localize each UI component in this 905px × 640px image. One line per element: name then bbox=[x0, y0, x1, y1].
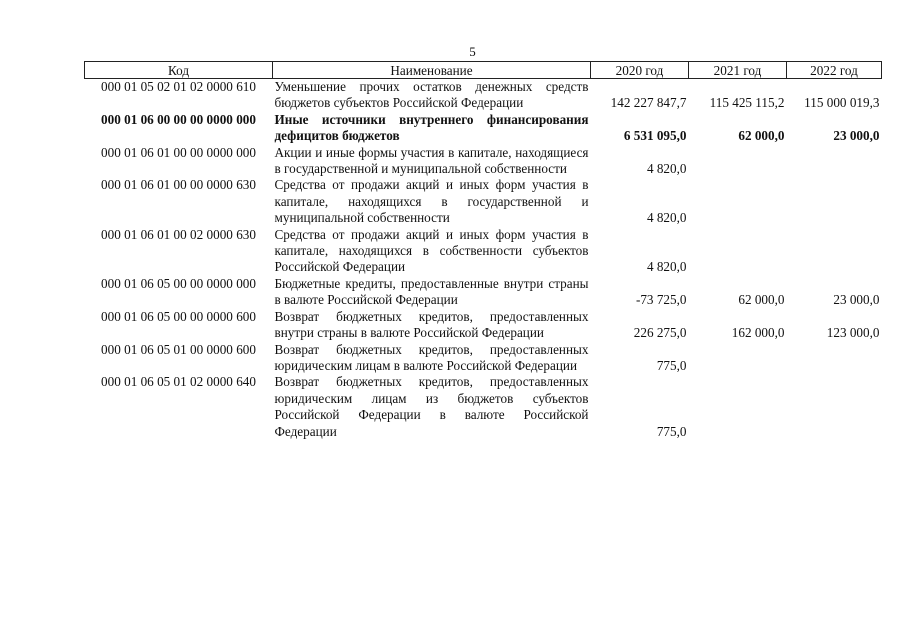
row-name: Уменьшение прочих остатков денежных средств бюджетов субъектов Российской Федерации bbox=[274, 79, 589, 111]
row-value-2021 bbox=[689, 145, 787, 178]
table-row bbox=[85, 112, 882, 145]
row-value-2020: -73 725,0 bbox=[635, 292, 687, 308]
table-row bbox=[85, 79, 882, 112]
row-code: 000 01 06 01 00 02 0000 630 bbox=[101, 226, 256, 242]
table-row bbox=[85, 276, 882, 309]
row-value-2022: 23 000,0 bbox=[833, 128, 880, 144]
row-value-2021 bbox=[689, 342, 787, 375]
row-name: Возврат бюджетных кредитов, предоставленных внутри страны в валюте Российской Федерации bbox=[274, 308, 589, 341]
table-row bbox=[85, 309, 882, 342]
row-value-2020: 226 275,0 bbox=[633, 325, 687, 341]
row-value-2021 bbox=[689, 177, 787, 226]
row-code: 000 01 06 01 00 00 0000 000 bbox=[101, 144, 256, 160]
row-value-2020: 775,0 bbox=[656, 423, 687, 439]
column-header-2020: 2020 год bbox=[591, 62, 689, 79]
row-code: 000 01 06 05 00 00 0000 000 bbox=[101, 275, 256, 291]
row-name: Возврат бюджетных кредитов, предоставленных юридическим лицам из бюджетов субъектов Российской Федерации в валюте Российской Федерации bbox=[274, 374, 589, 439]
row-value-2021: 115 425 115,2 bbox=[709, 95, 785, 111]
row-code: 000 01 06 00 00 00 0000 000 bbox=[101, 111, 256, 127]
row-value-2022: 23 000,0 bbox=[833, 292, 880, 308]
budget-sources-table bbox=[84, 61, 882, 440]
row-name: Бюджетные кредиты, предоставленные внутри страны в валюте Российской Федерации bbox=[274, 275, 589, 308]
row-code: 000 01 06 05 01 00 0000 600 bbox=[101, 341, 256, 357]
column-header-2022: 2022 год bbox=[787, 62, 882, 79]
table-row bbox=[85, 374, 882, 440]
page-number: 5 bbox=[469, 44, 476, 59]
row-value-2020: 4 820,0 bbox=[646, 210, 687, 226]
row-value-2022 bbox=[787, 342, 882, 375]
row-value-2021: 162 000,0 bbox=[731, 325, 785, 341]
row-value-2020: 4 820,0 bbox=[646, 161, 687, 177]
row-name: Средства от продажи акций и иных форм участия в капитале, находящихся в государственной и муниципальной собственности bbox=[274, 177, 589, 226]
column-header-2021: 2021 год bbox=[689, 62, 787, 79]
row-value-2022: 123 000,0 bbox=[826, 325, 880, 341]
row-code: 000 01 06 05 01 02 0000 640 bbox=[101, 374, 256, 390]
table-row bbox=[85, 145, 882, 178]
row-value-2022 bbox=[787, 374, 882, 440]
row-value-2022 bbox=[787, 145, 882, 178]
row-value-2022 bbox=[787, 227, 882, 276]
row-name: Средства от продажи акций и иных форм участия в капитале, находящихся в собственности субъектов Российской Федерации bbox=[274, 226, 589, 275]
row-name: Акции и иные формы участия в капитале, находящиеся в государственной и муниципальной собственности bbox=[274, 144, 589, 177]
row-value-2020: 6 531 095,0 bbox=[623, 128, 687, 144]
row-value-2020: 4 820,0 bbox=[646, 259, 687, 275]
row-value-2021: 62 000,0 bbox=[738, 292, 785, 308]
row-code: 000 01 06 05 00 00 0000 600 bbox=[101, 308, 256, 324]
row-name: Иные источники внутреннего финансирования дефицитов бюджетов bbox=[274, 111, 589, 144]
row-code: 000 01 06 01 00 00 0000 630 bbox=[101, 177, 256, 193]
column-header-name: Наименование bbox=[273, 62, 591, 79]
row-code: 000 01 05 02 01 02 0000 610 bbox=[101, 79, 256, 94]
table-row bbox=[85, 342, 882, 375]
row-value-2021 bbox=[689, 374, 787, 440]
table-row bbox=[85, 177, 882, 226]
column-header-code: Код bbox=[85, 62, 273, 79]
row-value-2021 bbox=[689, 227, 787, 276]
row-value-2020: 775,0 bbox=[656, 357, 687, 373]
row-value-2022 bbox=[787, 177, 882, 226]
table-row bbox=[85, 227, 882, 276]
table-header-row bbox=[85, 62, 882, 79]
row-value-2022: 115 000 019,3 bbox=[804, 95, 880, 111]
row-value-2020: 142 227 847,7 bbox=[610, 95, 687, 111]
row-name: Возврат бюджетных кредитов, предоставленных юридическим лицам в валюте Российской Федерации bbox=[274, 341, 589, 373]
row-value-2021: 62 000,0 bbox=[738, 128, 785, 144]
